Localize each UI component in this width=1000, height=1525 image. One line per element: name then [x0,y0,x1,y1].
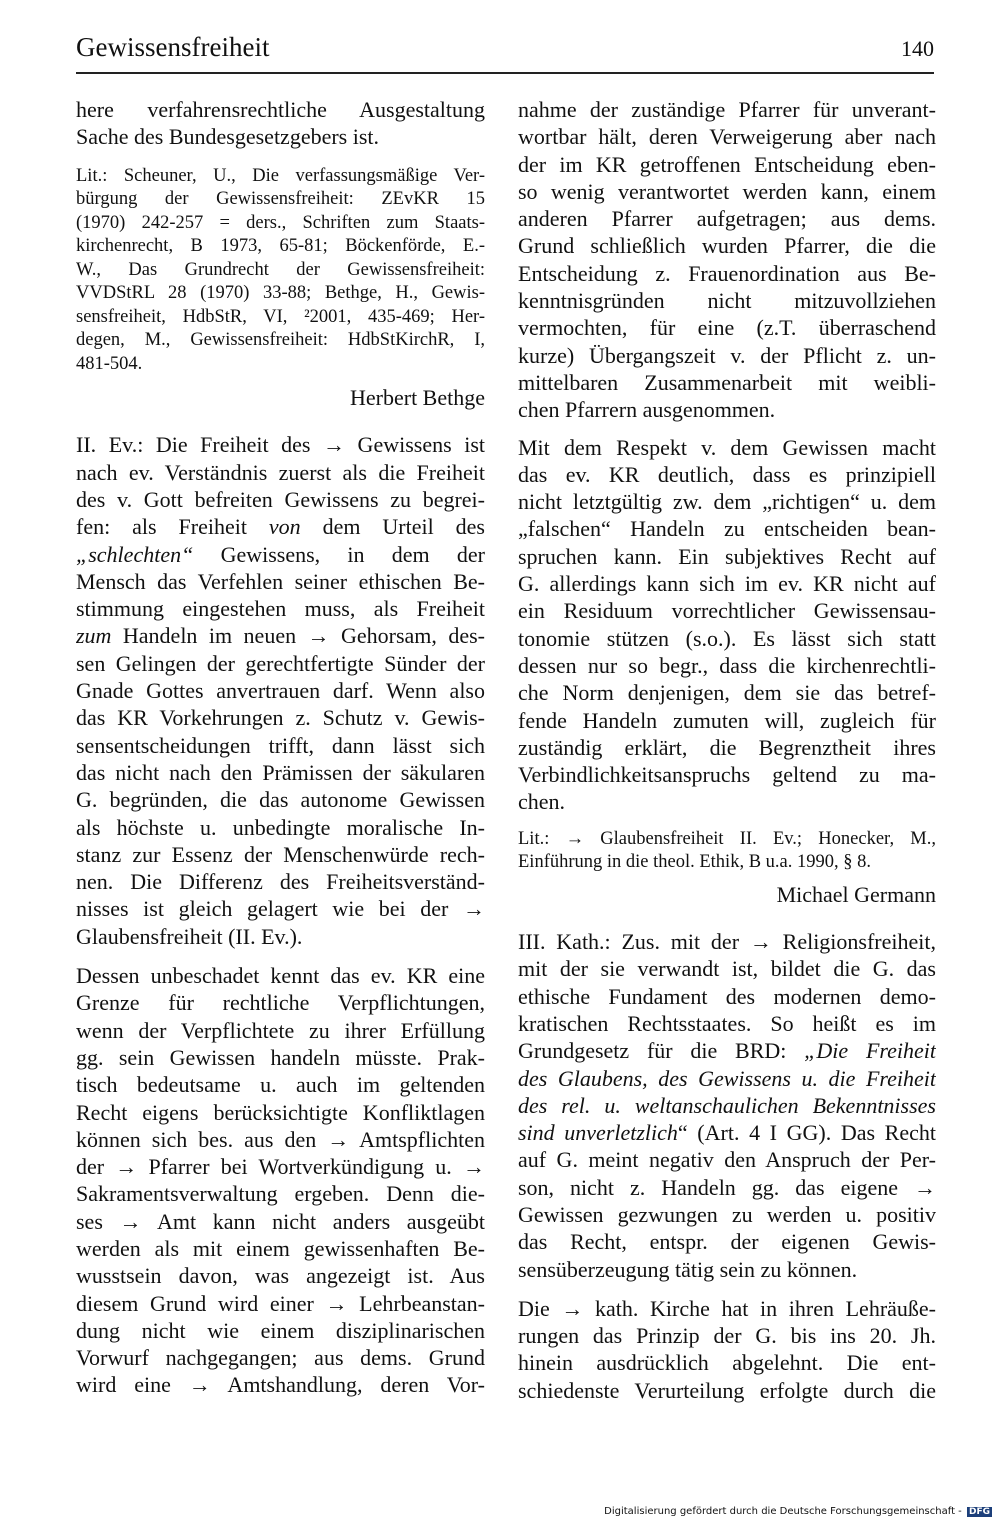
text-line: tisch bedeutsame u. auch im geltenden [76,1072,485,1098]
text-line: fen: als Freiheit von dem Urteil des [76,514,485,540]
lit-line: Lit.: Scheuner, U., Die verfassungsmäßige Ver- [76,165,485,186]
text-line: rungen das Prinzip der G. bis ins 20. Jh. [518,1323,936,1349]
paragraph [518,1295,936,1404]
text-line: so wenig verantwortet werden kann, einem [518,178,936,204]
text-line: mittelbaren Zusammenarbeit mit weibli- [518,369,936,395]
text-line: als höchste u. unbedingte moralische In- [76,814,485,840]
lit-line: VVDStRL 28 (1970) 33-88; Bethge, H., Gewis- [76,283,485,304]
paragraph [518,434,936,816]
digitization-credit [604,1506,992,1517]
text-line: Grund schließlich wurden Pfarrer, die die [518,233,936,259]
lit-line: (1970) 242-257 = ders., Schriften zum Staats- [76,212,485,233]
text-line: kenntnisgründen nicht mitzuvollziehen [518,288,936,314]
text-line: ethische Fundament des modernen demo- [518,983,936,1009]
text-line: chen Pfarrern ausgenommen. [518,397,776,423]
left-column [76,96,485,1399]
section-kath [518,928,936,1283]
lit-line: bürgung der Gewissensfreiheit: ZEvKR 15 [76,189,485,210]
text-line: „schlechten“ Gewissens, in dem der [76,541,485,567]
text-line: „falschen“ Handeln zu entscheiden bean- [518,516,936,542]
text-line: Recht eigens berücksichtigte Konfliktlagen [76,1099,485,1125]
text-line: G. begründen, die das autonome Gewissen [76,787,485,813]
lit-line: degen, M., Gewissensfreiheit: HdbStKirchR, I, [76,330,485,351]
text-line: Entscheidung z. Frauenordination aus Be- [518,260,936,286]
dfg-logo: DFG [968,1507,990,1517]
text-line: chen. [518,789,566,815]
text-line: here verfahrensrechtliche Ausgestaltung [76,97,485,122]
text-line: stanz zur Essenz der Menschenwürde rech- [76,841,485,867]
text-line: der → Pfarrer bei Wortverkündigung u. → [76,1154,485,1180]
text-line: dessen nur so begr., dass die kirchenrechtli- [518,652,936,678]
text-line: Gewissen gezwungen zu werden u. positiv [518,1201,936,1227]
text-line: der im KR getroffenen Entscheidung eben- [518,151,936,177]
text-line: des Glaubens, des Gewissens u. die Freiheit [518,1065,936,1091]
text-line: Verbindlichkeitsanspruchs geltend zu ma- [518,762,936,788]
text-line: Mensch das Verfehlen seiner ethischen Be- [76,568,485,594]
text-line: Gnade Gottes anvertrauen darf. Wenn also [76,678,485,704]
text-line: II. Ev.: Die Freiheit des → Gewissens ist [76,432,485,458]
text-line: Mit dem Respekt v. dem Gewissen macht [518,434,936,460]
text-line: wusstsein davon, was angezeigt ist. Aus [76,1263,485,1289]
text-line: werden als mit einem gewissenhaften Be- [76,1236,485,1261]
text-line: nicht letztgültig zw. dem „richtigen“ u. dem [518,489,936,515]
text-line: kratischen Rechtsstaates. So heißt es im [518,1010,936,1036]
text-line: sensüberzeugung tätig sein zu können. [518,1256,858,1282]
text-line: stimmung eingestehen muss, als Freiheit [76,596,485,622]
lit-line: Einführung in die theol. Ethik, B u.a. 1990, § 8. [518,852,871,873]
text-line: wird eine → Amtshandlung, deren Vor- [76,1372,485,1398]
text-line: des rel. u. weltanschaulichen Bekenntnisses [518,1092,936,1118]
text-line: Grenze für rechtliche Verpflichtungen, [76,990,485,1016]
text-line: diesem Grund wird einer → Lehrbeanstan- [76,1290,485,1316]
text-line: che Norm denjenigen, dem sie das betref- [518,680,936,706]
running-title: Gewissensfreiheit [76,32,270,62]
text-line: Sakramentsverwaltung ergeben. Denn die- [76,1181,485,1207]
text-line: Sache des Bundesgesetzgebers ist. [76,124,380,150]
paragraph-continuation [76,96,485,151]
text-line: das KR Vorkehrungen z. Schutz v. Gewis- [76,705,485,731]
lit-line: W., Das Grundrecht der Gewissensfreiheit: [76,259,485,280]
right-column [518,96,936,1404]
text-line: sen Gelingen der gerechtfertigte Sünder der [76,650,485,676]
text-line: wortbar hält, deren Verweigerung aber nach [518,124,936,150]
text-line: des v. Gott befreiten Gewissens zu begrei- [76,486,485,512]
text-line: gg. sein Gewissen handeln müsste. Prak- [76,1044,485,1070]
text-line: kurze) Übergangszeit v. der Pflicht z. un- [518,342,936,368]
text-line: nisses ist gleich gelagert wie bei der → [76,896,485,922]
text-line: das Recht, entspr. der eigenen Gewis- [518,1229,936,1255]
text-line: anderen Pfarrer aufgetragen; aus dems. [518,206,936,232]
text-line: Dessen unbeschadet kennt das ev. KR eine [76,963,485,989]
text-line: das nicht nach den Prämissen der säkularen [76,759,485,785]
lit-line: sensfreiheit, HdbStR, VI, ²2001, 435-469; Her- [76,306,485,327]
text-line: Die → kath. Kirche hat in ihren Lehräuße- [518,1295,936,1321]
text-line: spruchen kann. Ein subjektives Recht auf [518,543,936,569]
lit-line: 481-504. [76,353,143,374]
text-line: zuständig erklärt, die Begrenztheit ihres [518,734,936,760]
literature-block [76,165,485,377]
section-ev [76,431,485,950]
text-line: ein Residuum vorrechtlicher Gewissensau- [518,598,936,624]
text-line: können sich bes. aus den → Amtspflichten [76,1126,485,1152]
literature-block [518,828,936,875]
text-line: Grundgesetz für die BRD: „Die Freiheit [518,1038,936,1064]
text-line: dung nicht wie einem disziplinarischen [76,1317,485,1343]
text-line: sind unverletzlich“ (Art. 4 I GG). Das Recht [518,1120,936,1146]
text-line: fende Handeln zumuten will, zugleich für [518,707,936,733]
page-number: 140 [901,36,934,61]
text-line: nen. Die Differenz des Freiheitsverständ- [76,869,485,895]
text-line: vermochten, für eine (z.T. überraschend [518,315,936,341]
text-line: tonomie stützen (s.o.). Es lässt sich statt [518,625,936,651]
text-line: ses → Amt kann nicht anders ausgeübt [76,1208,485,1234]
text-line: G. allerdings kann sich im ev. KR nicht auf [518,571,936,597]
text-line: son, nicht z. Handeln gg. das eigene → [518,1174,936,1200]
text-line: schiedenste Verurteilung erfolgte durch die [518,1377,936,1403]
text-line: das ev. KR deutlich, dass es prinzipiell [518,461,936,487]
text-line: nach ev. Verständnis zuerst als die Freiheit [76,459,485,485]
text-line: hinein ausdrücklich abgelehnt. Die ent- [518,1350,936,1376]
text-line: zum Handeln im neuen → Gehorsam, des- [76,623,485,649]
credit-text: Digitalisierung gefördert durch die Deutsche Forschungsgemeinschaft - [604,1506,962,1517]
paragraph [76,962,485,1399]
lit-line: Lit.: → Glaubensfreiheit II. Ev.; Honecker, M., [518,828,936,849]
text-line: Vorwurf nachgegangen; aus dems. Grund [76,1345,485,1371]
running-header [76,28,934,74]
paragraph-continuation [518,96,936,424]
text-line: III. Kath.: Zus. mit der → Religionsfreiheit, [518,929,936,955]
text-line: nahme der zuständige Pfarrer für unverant- [518,97,936,122]
author-signature: Michael Germann [776,881,936,907]
text-line: mit der sie verwandt ist, bildet die G. das [518,956,936,982]
text-line: sensentscheidungen trifft, dann lässt sich [76,732,485,758]
text-line: auf G. meint negativ den Anspruch der Per- [518,1147,936,1173]
author-signature: Herbert Bethge [350,385,485,411]
text-line: wenn der Verpflichtete zu ihrer Erfüllung [76,1017,485,1043]
lit-line: kirchenrecht, B 1973, 65-81; Böckenförde, E.- [76,236,485,257]
text-line: Glaubensfreiheit (II. Ev.). [76,923,303,949]
